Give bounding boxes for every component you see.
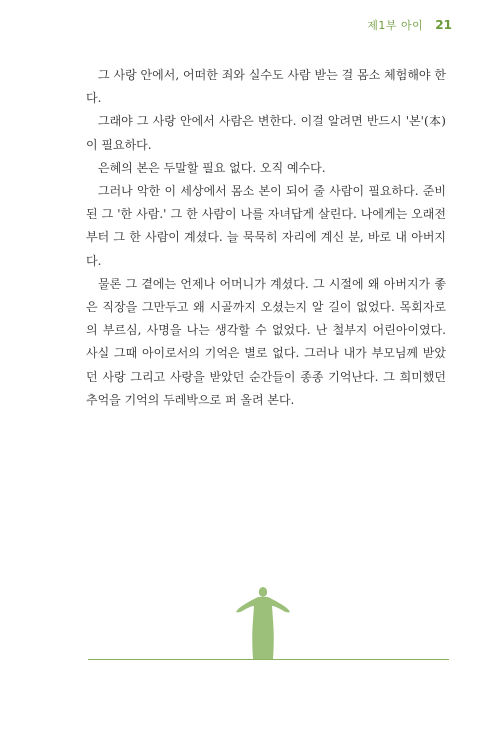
running-header xyxy=(367,17,452,33)
paragraph: 그러나 악한 이 세상에서 몸소 본이 되어 줄 사람이 필요하다. 준비된 그 '한 사람.' 그 한 사람이 나를 자녀답게 살린다. 나에게는 오래전부터 그 한 사람이 계셨다. 늘 묵묵히 자리에 계신 분, 바로 내 아버지다. xyxy=(86,184,446,268)
jesus-figure-silhouette-icon xyxy=(236,586,290,660)
body-text xyxy=(86,64,446,412)
paragraph: 그 사랑 안에서, 어떠한 죄와 실수도 사람 받는 걸 몸소 체험해야 한다. xyxy=(86,68,446,106)
paragraph: 은혜의 본은 두말할 필요 없다. 오직 예수다. xyxy=(98,160,326,175)
paragraph: 그래야 그 사랑 안에서 사람은 변한다. 이걸 알려면 반드시 '본'(本)이 필요하다. xyxy=(86,114,446,152)
paragraph: 물론 그 곁에는 언제나 어머니가 계셨다. 그 시절에 왜 아버지가 좋은 직장을 그만두고 왜 시골까지 오셨는지 알 길이 없었다. 목회자로의 부르심, 사명을 나는 생각할 수 없었다. 난 철부지 어린아이였다. 사실 그때 아이로서의 기억은 별로 없다. 그러나 내가 부모님께 받았던 사랑 그리고 사랑을 받았던 순간들이 종종 기억난다. 그 희미했던 추억을 기억의 두레박으로 퍼 올려 본다. xyxy=(86,276,446,407)
page-number: 21 xyxy=(435,18,452,32)
ground-line xyxy=(88,659,449,660)
section-title: 제1부 아이 xyxy=(367,19,424,32)
